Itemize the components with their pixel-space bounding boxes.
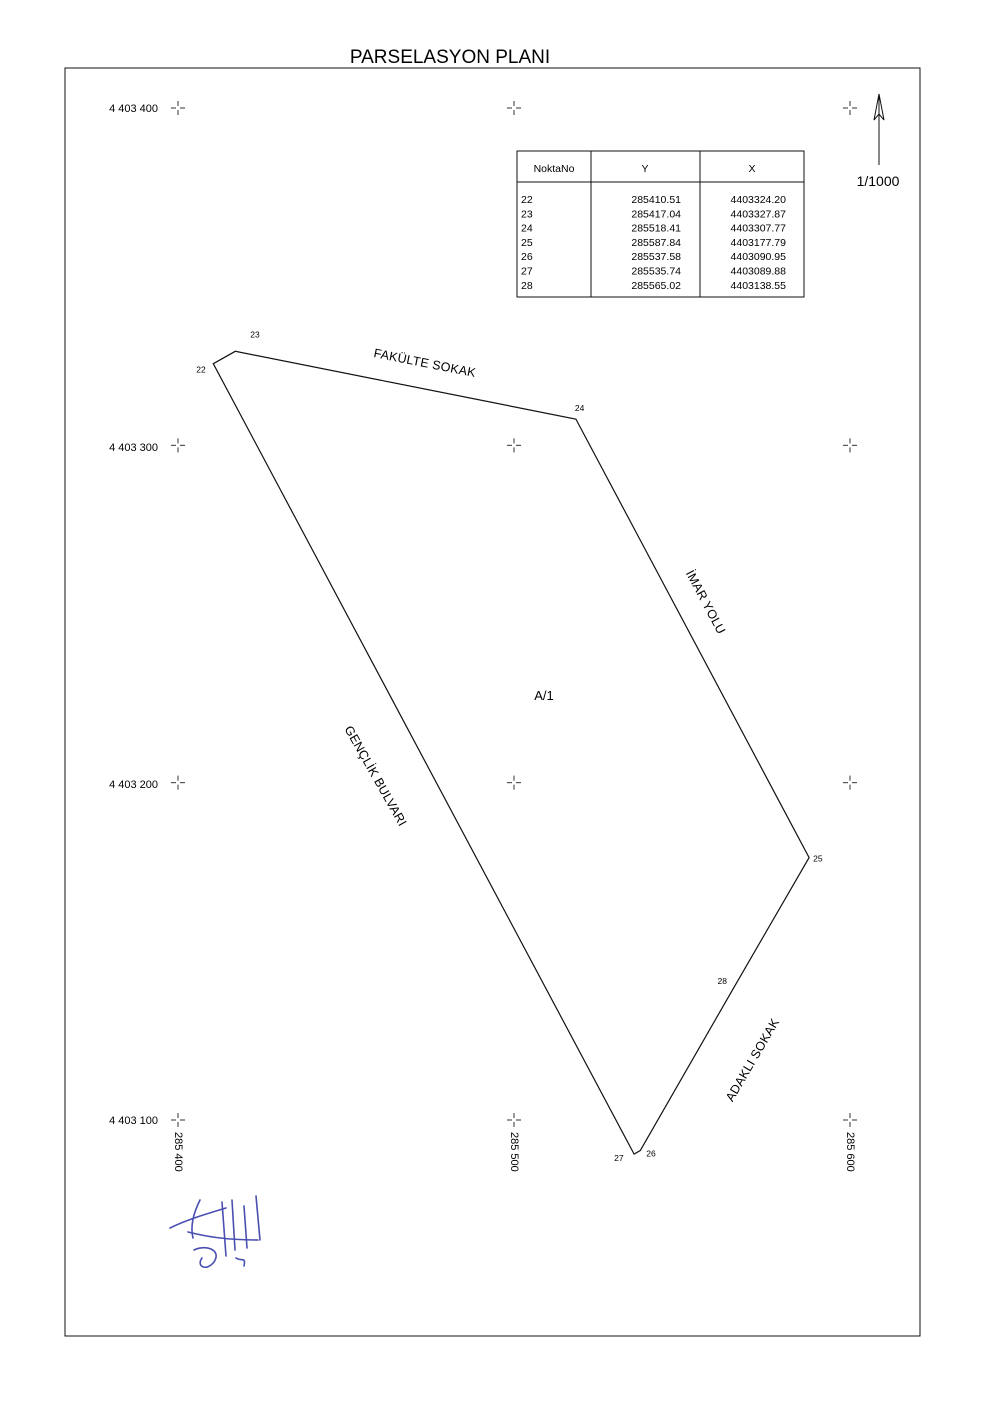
grid-cross-icon — [507, 101, 521, 115]
northing-label: 4 403 300 — [109, 442, 158, 454]
grid-cross-icon — [171, 438, 185, 452]
signature-icon — [170, 1196, 260, 1267]
easting-label: 285 500 — [508, 1132, 520, 1172]
table-header-y: Y — [641, 163, 649, 175]
point-number-label: 27 — [614, 1153, 624, 1164]
table-cell-nokta: 27 — [521, 265, 533, 278]
table-cell-x: 4403090.95 — [730, 251, 786, 264]
northing-label: 4 403 200 — [109, 779, 158, 791]
table-cell-x: 4403307.77 — [730, 222, 786, 235]
grid-cross-icon — [843, 1113, 857, 1127]
grid-cross-icon — [171, 101, 185, 115]
point-number-label: 22 — [196, 364, 206, 375]
grid-cross-icon — [507, 438, 521, 452]
grid-cross-icon — [507, 1113, 521, 1127]
table-cell-x: 4403089.88 — [730, 265, 786, 278]
grid-cross-icon — [507, 776, 521, 790]
street-label-north: FAKÜLTE SOKAK — [372, 346, 478, 381]
plan-title: PARSELASYON PLANI — [349, 47, 551, 68]
table-cell-x: 4403177.79 — [730, 236, 786, 249]
table-cell-y: 285565.02 — [631, 279, 681, 292]
easting-label: 285 600 — [844, 1132, 856, 1172]
table-cell-nokta: 25 — [521, 236, 533, 249]
table-cell-nokta: 28 — [521, 279, 533, 292]
easting-label: 285 400 — [172, 1132, 184, 1172]
table-cell-x: 4403138.55 — [730, 279, 786, 292]
grid-cross-icon — [843, 438, 857, 452]
grid-cross-icon — [171, 1113, 185, 1127]
parcel-boundary — [196, 329, 823, 1163]
grid-cross-icon — [171, 776, 185, 790]
point-number-label: 23 — [250, 329, 260, 340]
table-cell-nokta: 22 — [521, 194, 533, 206]
grid-cross-icon — [843, 101, 857, 115]
table-header-x: X — [748, 163, 756, 175]
table-cell-y: 285587.84 — [631, 236, 681, 249]
northing-label: 4 403 100 — [109, 1115, 158, 1127]
street-label-southeast: ADAKLI SOKAK — [722, 1016, 783, 1104]
coordinate-table — [517, 151, 804, 297]
parcel-polygon — [213, 351, 809, 1154]
point-number-label: 24 — [574, 403, 585, 414]
table-cell-y: 285535.74 — [631, 265, 681, 278]
table-cell-x: 4403324.20 — [730, 194, 786, 206]
table-cell-nokta: 23 — [521, 208, 533, 221]
parcel-id-label: A/1 — [534, 688, 554, 703]
scale-label: 1/1000 — [856, 173, 900, 189]
table-cell-nokta: 26 — [521, 251, 533, 264]
map-frame — [65, 68, 920, 1336]
point-number-label: 25 — [813, 853, 823, 864]
table-cell-y: 285537.58 — [631, 251, 681, 264]
point-number-label: 26 — [646, 1148, 656, 1159]
grid-cross-icon — [843, 776, 857, 790]
table-cell-x: 4403327.87 — [730, 208, 786, 221]
table-header-nokta: NoktaNo — [533, 163, 575, 175]
table-cell-y: 285518.41 — [631, 222, 681, 235]
street-label-west: GENÇLİK BULVARI — [341, 723, 410, 829]
point-number-label: 28 — [717, 975, 727, 986]
table-cell-y: 285410.51 — [631, 194, 681, 206]
table-cell-nokta: 24 — [521, 222, 533, 235]
table-cell-y: 285417.04 — [631, 208, 681, 221]
northing-label: 4 403 400 — [109, 103, 158, 115]
street-label-east: İMAR YOLU — [682, 567, 729, 637]
north-arrow-icon — [874, 94, 884, 165]
